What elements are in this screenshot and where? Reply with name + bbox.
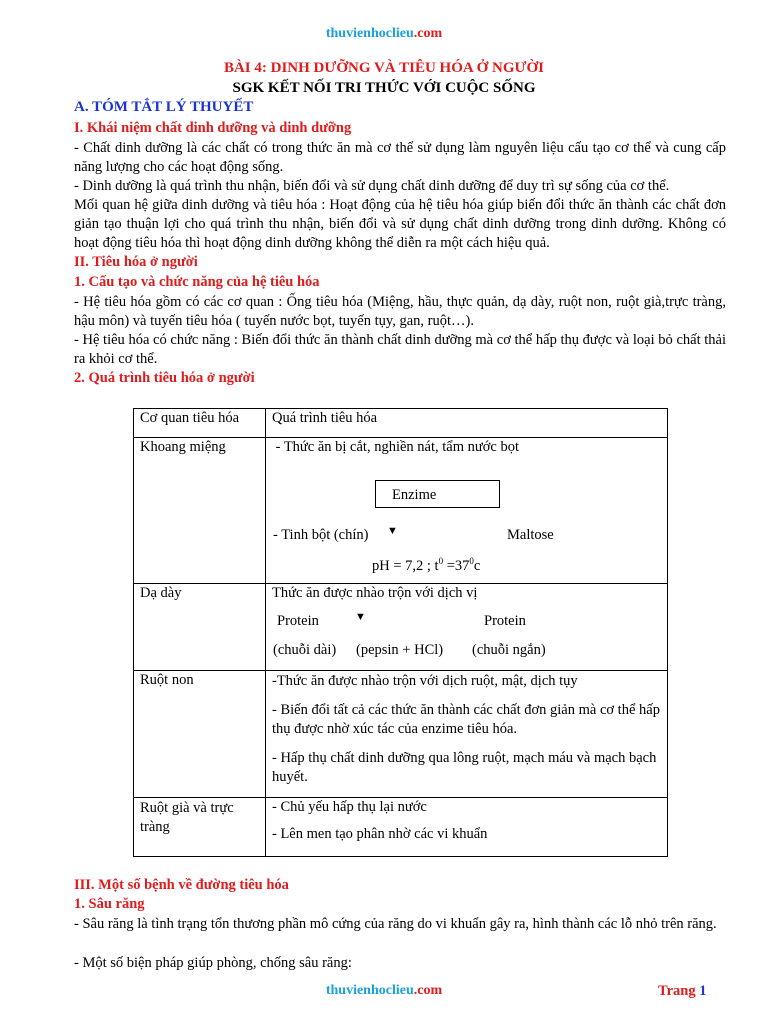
- site-footer: [0, 983, 768, 999]
- paragraph: - Hệ tiêu hóa gồm có các cơ quan : Ống tiêu hóa (Miệng, hầu, thực quản, dạ dày, ruột non, ruột già,trực tràng, hậu môn) và tuyến tiêu hóa ( tuyến nước bọt, tuyến tụy, gan, ruột…).: [74, 294, 726, 329]
- lesson-subtitle: SGK KẾT NỐI TRI THỨC VỚI CUỘC SỐNG: [232, 80, 536, 96]
- arrow-down-icon: ▼: [387, 525, 398, 537]
- table-cell: [266, 438, 668, 584]
- site-domain: .com: [413, 26, 443, 41]
- site-domain: .com: [413, 983, 443, 998]
- process-text: - Chủ yếu hấp thụ lại nước: [272, 799, 427, 815]
- lesson-title: BÀI 4: DINH DƯỠNG VÀ TIÊU HÓA Ở NGƯỜI: [223, 60, 545, 76]
- paragraph: - Hệ tiêu hóa có chức năng : Biến đổi thức ăn thành chất dinh dưỡng mà cơ thể hấp thụ được và loại bỏ chất thải ra khỏi cơ thể.: [74, 332, 726, 367]
- process-text: - Thức ăn bị cắt, nghiền nát, tẩm nước bọt: [272, 439, 519, 455]
- process-text: - Lên men tạo phân nhờ các vi khuẩn: [272, 826, 488, 842]
- process-text: Thức ăn được nhào trộn với dịch vị: [272, 585, 478, 601]
- table-header-cell: [266, 409, 668, 438]
- section-1-heading: I. Khái niệm chất dinh dưỡng và dinh dưỡng: [74, 120, 352, 136]
- section-3-heading: III. Một số bệnh về đường tiêu hóa: [74, 877, 289, 893]
- enzyme-box: Enzime: [375, 480, 500, 508]
- protein-short-label: Protein: [484, 613, 526, 629]
- digestion-table: [133, 408, 668, 857]
- chain-short-label: (chuỗi ngắn): [472, 642, 546, 658]
- paragraph: - Một số biện pháp giúp phòng, chống sâu răng:: [74, 955, 352, 971]
- organ-large-intestine: Ruột già và trực tràng: [140, 800, 234, 835]
- header-organ: Cơ quan tiêu hóa: [140, 410, 240, 426]
- organ-stomach: Dạ dày: [140, 585, 182, 601]
- site-header: [0, 26, 768, 42]
- pepsin-label: (pepsin + HCl): [356, 642, 444, 658]
- starch-label: - Tinh bột (chín): [273, 527, 369, 543]
- table-cell: [134, 671, 266, 798]
- subsection-heading: 1. Cấu tạo và chức năng của hệ tiêu hóa: [74, 274, 320, 290]
- table-cell: [266, 584, 668, 671]
- table-cell: [266, 798, 668, 857]
- page-number: Trang 1: [658, 983, 707, 999]
- process-text: - Biến đổi tất cả các thức ăn thành các chất đơn giản mà cơ thể hấp thụ được nhờ xúc tác của enzime tiêu hóa.: [272, 702, 660, 737]
- chain-long-label: (chuỗi dài): [273, 642, 337, 658]
- section-a-heading: A. TÓM TẮT LÝ THUYẾT: [74, 99, 254, 115]
- process-text: -Thức ăn được nhào trộn với dịch ruột, mật, dịch tụy: [272, 673, 578, 689]
- arrow-down-icon: ▼: [355, 611, 366, 623]
- table-cell: [134, 798, 266, 857]
- table-row: [134, 798, 668, 857]
- site-name: thuvienhoclieu: [325, 26, 414, 41]
- table-cell: [134, 584, 266, 671]
- table-cell: [134, 438, 266, 584]
- paragraph: - Sâu răng là tình trạng tổn thương phần mô cứng của răng do vi khuẩn gây ra, hình thành các lỗ nhỏ trên răng.: [74, 916, 717, 932]
- process-text: - Hấp thụ chất dinh dưỡng qua lông ruột, mạch máu và mạch bạch huyết.: [272, 750, 657, 785]
- table-header-cell: [134, 409, 266, 438]
- site-name: thuvienhoclieu: [325, 983, 414, 998]
- organ-small-intestine: Ruột non: [140, 672, 194, 688]
- table-cell: [266, 671, 668, 798]
- paragraph: - Chất dinh dưỡng là các chất có trong thức ăn mà cơ thể sử dụng làm nguyên liệu cấu tạo cơ thể và cung cấp năng lượng cho các hoạt động sống.: [74, 140, 726, 175]
- subsection-heading: 1. Sâu răng: [74, 896, 145, 912]
- table-row: [134, 584, 668, 671]
- header-process: Quá trình tiêu hóa: [272, 410, 378, 426]
- table-row: [134, 409, 668, 438]
- protein-long-label: Protein: [277, 613, 319, 629]
- paragraph: - Dinh dưỡng là quá trình thu nhận, biến đổi và sử dụng chất dinh dưỡng để duy trì sự sống của cơ thể.: [74, 178, 670, 194]
- maltose-label: Maltose: [507, 527, 554, 543]
- table-row: [134, 671, 668, 798]
- paragraph: Mối quan hệ giữa dinh dưỡng và tiêu hóa : Hoạt động của hệ tiêu hóa giúp biến đổi thức ăn thành các chất đơn giản tạo thuận lợi cho quá trình thu nhận, biến đổi và sử dụng chất dinh dưỡng trong dinh dưỡng. Không có hoạt động tiêu hóa thì hoạt động dinh dưỡng không thể diễn ra một cách hiệu quả.: [74, 197, 726, 251]
- conditions-label: pH = 7,2 ; $t^0 =37^0c$: [372, 556, 481, 574]
- subsection-heading: 2. Quá trình tiêu hóa ở người: [74, 370, 255, 386]
- section-2-heading: II. Tiêu hóa ở người: [74, 254, 198, 270]
- table-row: [134, 438, 668, 584]
- organ-mouth: Khoang miệng: [140, 439, 226, 455]
